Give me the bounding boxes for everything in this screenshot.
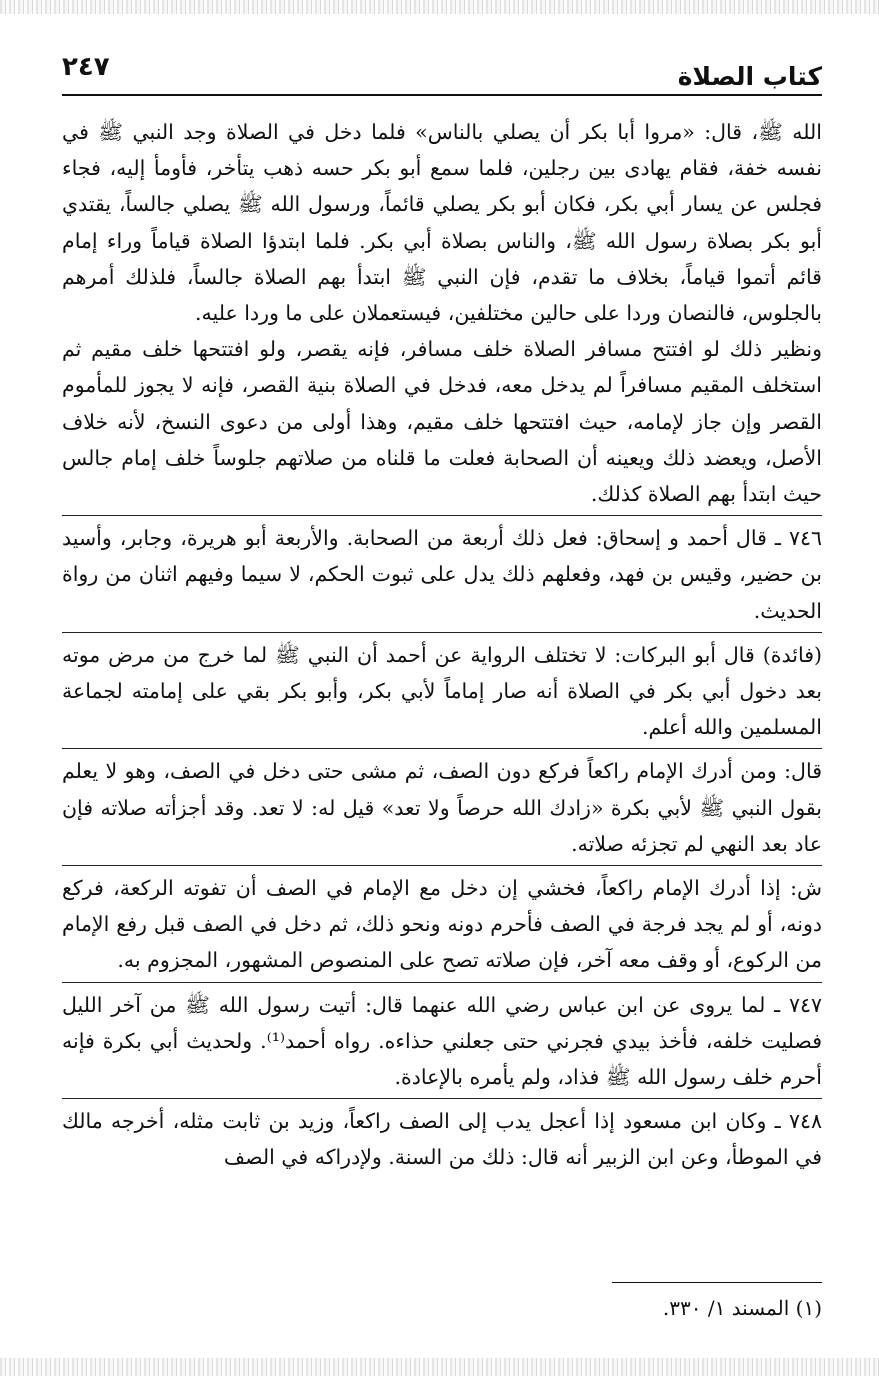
book-title: كتاب الصلاة (677, 62, 822, 91)
paragraph-6: ش: إذا أدرك الإمام راكعاً، فخشي إن دخل مع الإمام في الصف أن تفوته الركعة، فركع دونه، أو لم يجد فرجة في الصف فأحرم دونه ونحو ذلك، ثم دخل في الصف قبل رفع الإمام من الركوع، أو وقف معه آخر، فإن صلاته تصح على المنصوص المشهور، المجزوم به. (62, 865, 822, 979)
paragraph-8: ٧٤٨ ـ وكان ابن مسعود إذا أعجل يدب إلى الصف راكعاً، وزيد بن ثابت مثله، أخرجه مالك في الموطأ، وعن ابن الزبير أنه قال: ذلك من السنة. ولإدراكه في الصف (62, 1098, 822, 1175)
footnote-divider (612, 1282, 822, 1283)
scan-edge-bottom (0, 1358, 879, 1376)
page-header (62, 42, 822, 96)
page-number: ٢٤٧ (62, 52, 110, 82)
page (62, 42, 822, 1342)
paragraph-7: ٧٤٧ ـ لما يروى عن ابن عباس رضي الله عنهما قال: أتيت رسول الله ﷺ من آخر الليل فصليت خلفه، فأخذ بيدي فجرني حتى جعلني حذاءه. رواه أحمد⁽¹⁾. ولحديث أبي بكرة فإنه أحرم خلف رسول الله ﷺ فذاد، ولم يأمره بالإعادة. (62, 982, 822, 1096)
paragraph-2: ونظير ذلك لو افتتح مسافر الصلاة خلف مسافر، فإنه يقصر، ولو افتتحها خلف مقيم ثم استخلف المقيم مسافراً لم يدخل معه، فدخل في الصلاة بنية القصر، فإنه لا يجوز للمأموم القصر وإن جاز لإمامه، حيث افتتحها خلف مقيم، وهذا أولى من دعوى النسخ، لأنه خلاف الأصل، ويعضد ذلك ويعينه أن الصحابة فعلت ما قلناه من صلاتهم جلوساً خلف إمام جالس حيث ابتدأ بهم الصلاة كذلك. (62, 337, 822, 507)
footnote: (١) المسند ١/ ٣٣٠. (662, 1296, 822, 1320)
paragraph-4: (فائدة) قال أبو البركات: لا تختلف الرواية عن أحمد أن النبي ﷺ لما خرج من مرض موته بعد دخول أبي بكر في الصلاة أنه صار إماماً لأبي بكر، وأبو بكر بقي على إمامته لجماعة المسلمين والله أعلم. (62, 632, 822, 746)
body-text (62, 114, 822, 1176)
paragraph-1: الله ﷺ، قال: «مروا أبا بكر أن يصلي بالناس» فلما دخل في الصلاة وجد النبي ﷺ في نفسه خفة، فقام يهادى بين رجلين، فلما سمع أبو بكر حسه ذهب يتأخر، فأومأ إليه، فجاء فجلس عن يسار أبي بكر، فكان أبو بكر يصلي قائماً، ورسول الله ﷺ يصلي جالساً، يقتدي أبو بكر بصلاة رسول الله ﷺ، والناس بصلاة أبي بكر. فلما ابتدؤا الصلاة قياماً وراء إمام قائم أتموا قياماً، بخلاف ما تقدم، فإن النبي ﷺ ابتدأ بهم الصلاة جالساً، فلذلك أمرهم بالجلوس، فالنصان وردا على حالين مختلفين، فيستعملان على ما وردا عليه. (62, 120, 822, 326)
scan-edge-top (0, 0, 879, 14)
paragraph-3: ٧٤٦ ـ قال أحمد و إسحاق: فعل ذلك أربعة من الصحابة. والأربعة أبو هريرة، وجابر، وأسيد بن حضير، وقيس بن فهد، وفعلهم ذلك يدل على ثبوت الحكم، لا سيما وفيهم اثنان من رواة الحديث. (62, 515, 822, 629)
paragraph-5: قال: ومن أدرك الإمام راكعاً فركع دون الصف، ثم مشى حتى دخل في الصف، وهو لا يعلم بقول النبي ﷺ لأبي بكرة «زادك الله حرصاً ولا تعد» قيل له: لا تعد. وقد أجزأته صلاته فإن عاد بعد النهي لم تجزئه صلاته. (62, 748, 822, 862)
